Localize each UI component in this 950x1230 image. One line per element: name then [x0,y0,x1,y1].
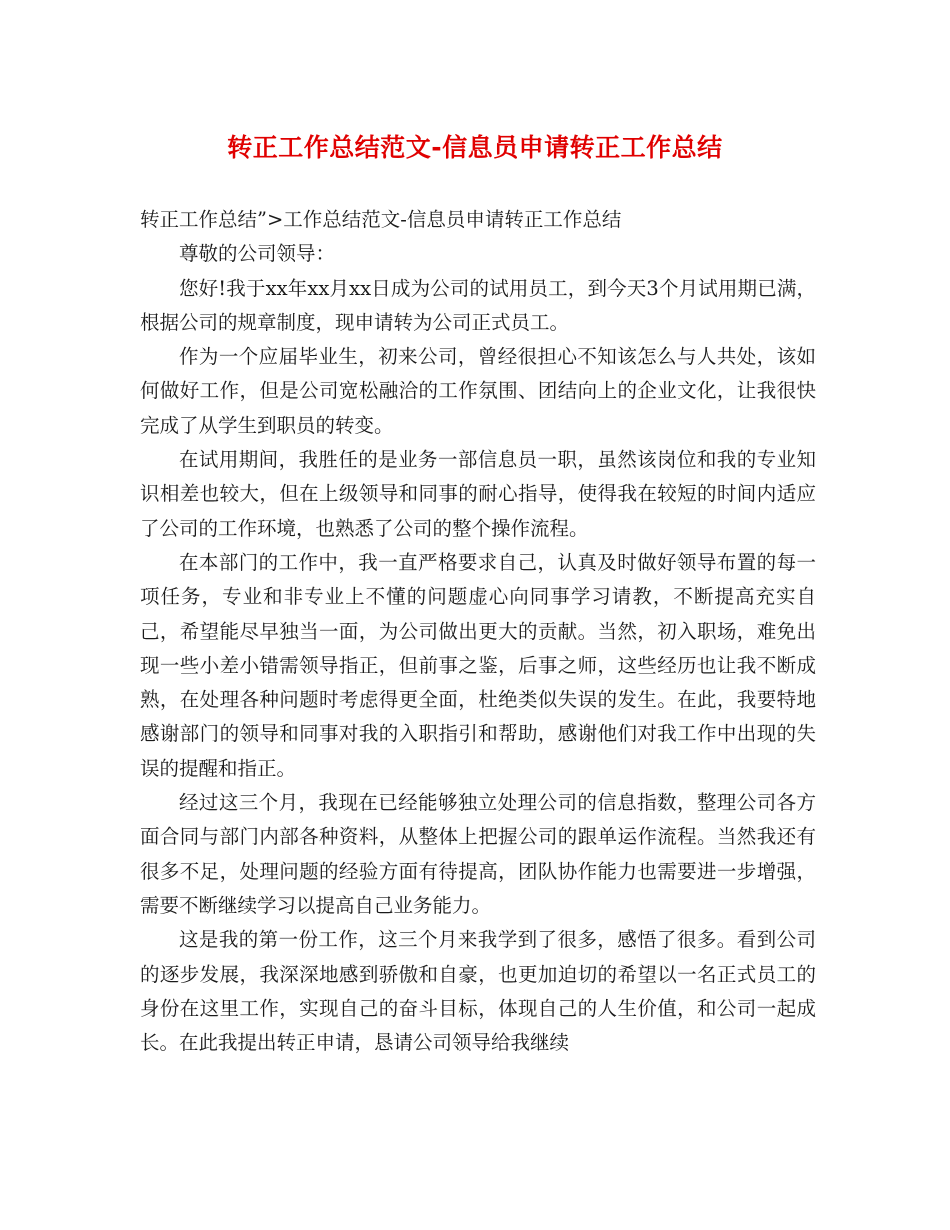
paragraph-5: 经过这三个月，我现在已经能够独立处理公司的信息指数，整理公司各方面合同与部门内部各种资料，从整体上把握公司的跟单运作流程。当然我还有很多不足，处理问题的经验方面有待提高，团队协作能力也需要进一步增强，需要不断继续学习以提高自己业务能力。 [140,791,816,917]
paragraph-1: 您好!我于xx年xx月xx日成为公司的试用员工，到今天3个月试用期已满，根据公司的规章制度，现申请转为公司正式员工。 [140,276,816,334]
document-body [140,203,816,1060]
greeting: 尊敬的公司领导： [179,242,336,266]
paragraph-6: 这是我的第一份工作，这三个月来我学到了很多，感悟了很多。看到公司的逐步发展，我深深地感到骄傲和自豪，也更加迫切的希望以一名正式员工的身份在这里工作，实现自己的奋斗目标，体现自己的人生价值，和公司一起成长。在此我提出转正申请，恳请公司领导给我继续 [140,928,816,1055]
paragraph-2: 作为一个应届毕业生，初来公司，曾经很担心不知该怎么与人共处，该如何做好工作，但是公司宽松融洽的工作氛围、团结向上的企业文化，让我很快完成了从学生到职员的转变。 [140,345,816,437]
paragraph-3: 在试用期间，我胜任的是业务一部信息员一职，虽然该岗位和我的专业知识相差也较大，但在上级领导和同事的耐心指导，使得我在较短的时间内适应了公司的工作环境，也熟悉了公司的整个操作流程。 [140,448,816,540]
paragraph-4: 在本部门的工作中，我一直严格要求自己，认真及时做好领导布置的每一项任务，专业和非专业上不懂的问题虚心向同事学习请教，不断提高充实自己，希望能尽早独当一面，为公司做出更大的贡献。当然，初入职场，难免出现一些小差小错需领导指正，但前事之鉴，后事之师，这些经历也让我不断成熟，在处理各种问题时考虑得更全面，杜绝类似失误的发生。在此，我要特地感谢部门的领导和同事对我的入职指引和帮助，感谢他们对我工作中出现的失误的提醒和指正。 [140,550,816,780]
document-title: 转正工作总结范文-信息员申请转正工作总结 [227,133,723,162]
intro-line: 转正工作总结”>工作总结范文-信息员申请转正工作总结 [140,208,622,231]
